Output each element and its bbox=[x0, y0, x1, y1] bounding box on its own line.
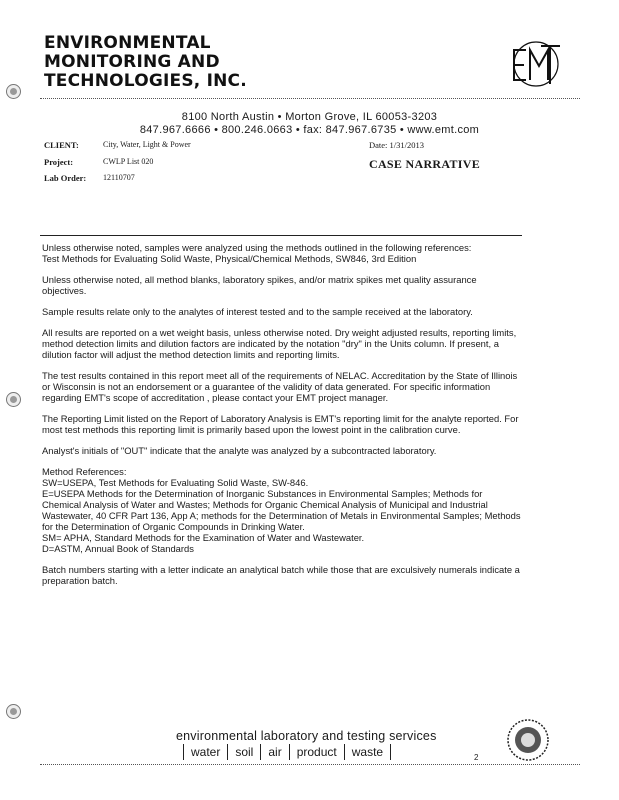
company-line-3: TECHNOLOGIES, INC. bbox=[44, 71, 247, 91]
footer-tagline: environmental laboratory and testing services bbox=[176, 729, 437, 743]
paragraph-wet-weight: All results are reported on a wet weight basis, unless otherwise noted. Dry weight adjusted results, reporting limits, method detection limits and dilution factors are indicated by the notation "dry" in the Units column. If present, a dilution factor will adjust the method detection limits and reporting limits. bbox=[42, 327, 517, 360]
lab-order-value: 12110707 bbox=[103, 173, 135, 182]
header-divider bbox=[40, 98, 580, 99]
method-reference-e: E=USEPA Methods for the Determination of Inorganic Substances in Environmental Samples; Methods for Chemical Analysis of Water and Wastes; Methods for Organic Chemical Analysis of Municipal and Industrial Wastewater, 40 CFR Part 136, App A; methods for the Determination of Metals in Environmental Samples; Methods for the Determination of Organic Compounds in Drinking Water. bbox=[42, 488, 521, 532]
footer-service-product: product bbox=[296, 745, 337, 759]
footer-divider bbox=[40, 764, 580, 765]
punch-hole-middle bbox=[6, 392, 21, 407]
contact-line: 847.967.6666 • 800.246.0663 • fax: 847.967.6735 • www.emt.com bbox=[139, 124, 480, 136]
paragraph-methods-ref: Test Methods for Evaluating Solid Waste, Physical/Chemical Methods, SW846, 3rd Edition bbox=[42, 253, 417, 264]
page-number: 2 bbox=[474, 753, 479, 762]
lab-order-label: Lab Order: bbox=[44, 173, 87, 183]
paragraph-reporting-limit: The Reporting Limit listed on the Report of Laboratory Analysis is EMT's reporting limit for the analyte reported. For most test methods this reporting limit is primarily based upon the lowest point in the calibration curve. bbox=[42, 413, 519, 435]
punch-hole-bottom bbox=[6, 704, 21, 719]
paragraph-batch: Batch numbers starting with a letter indicate an analytical batch while those that are exculsively numerals indicate a preparation batch. bbox=[42, 564, 520, 586]
footer-separator bbox=[227, 744, 228, 760]
accreditation-seal-icon bbox=[506, 718, 550, 762]
client-label: CLIENT: bbox=[44, 140, 79, 150]
paragraph-analyst: Analyst's initials of "OUT" indicate that the analyte was analyzed by a subcontracted laboratory. bbox=[42, 445, 437, 456]
method-reference-sm: SM= APHA, Standard Methods for the Examination of Water and Wastewater. bbox=[42, 532, 365, 543]
footer-separator bbox=[289, 744, 290, 760]
footer-separator bbox=[390, 744, 391, 760]
project-value: CWLP List 020 bbox=[103, 157, 154, 166]
footer-separator bbox=[183, 744, 184, 760]
paragraph-scope: Sample results relate only to the analytes of interest tested and to the sample received at the laboratory. bbox=[42, 306, 473, 317]
section-divider bbox=[40, 235, 522, 236]
footer-service-waste: waste bbox=[351, 745, 384, 759]
footer-separator bbox=[260, 744, 261, 760]
paragraph-methods-intro: Unless otherwise noted, samples were analyzed using the methods outlined in the following references: bbox=[42, 242, 472, 253]
footer-separator bbox=[344, 744, 345, 760]
company-name bbox=[44, 34, 247, 91]
narrative-body bbox=[42, 242, 522, 596]
report-date: Date: 1/31/2013 bbox=[369, 140, 425, 150]
method-reference-d: D=ASTM, Annual Book of Standards bbox=[42, 543, 194, 554]
footer-service-air: air bbox=[268, 745, 282, 759]
document-title: CASE NARRATIVE bbox=[369, 157, 480, 171]
project-label: Project: bbox=[44, 157, 74, 167]
method-reference-sw: SW=USEPA, Test Methods for Evaluating Solid Waste, SW-846. bbox=[42, 477, 309, 488]
emt-logo bbox=[508, 40, 564, 88]
footer-service-soil: soil bbox=[235, 745, 254, 759]
footer-service-water: water bbox=[191, 745, 221, 759]
paragraph-qa: Unless otherwise noted, all method blanks, laboratory spikes, and/or matrix spikes met quality assurance objectives. bbox=[42, 274, 477, 296]
paragraph-nelac: The test results contained in this report meet all of the requirements of NELAC. Accreditation by the State of Illinois or Wisconsin is not an endorsement or a guarantee of the validity of data generated. For specific information regarding EMT's scope of accreditation , please contact your EMT project manager. bbox=[42, 370, 518, 403]
company-line-2: MONITORING AND bbox=[44, 52, 220, 72]
footer-services bbox=[176, 744, 398, 760]
punch-hole-top bbox=[6, 84, 21, 99]
client-value: City, Water, Light & Power bbox=[103, 140, 191, 149]
company-line-1: ENVIRONMENTAL bbox=[44, 33, 211, 53]
address-line: 8100 North Austin • Morton Grove, IL 60053-3203 bbox=[181, 111, 438, 123]
method-references-title: Method References: bbox=[42, 466, 127, 477]
